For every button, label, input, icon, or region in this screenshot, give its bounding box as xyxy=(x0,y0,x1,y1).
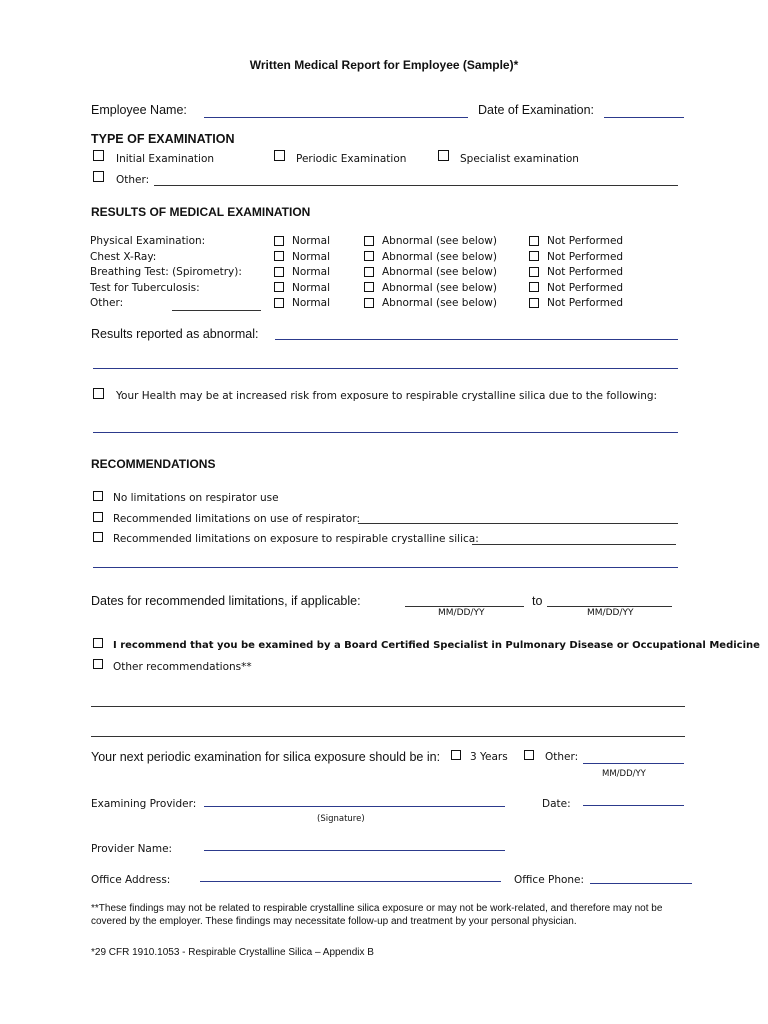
three-years-label: 3 Years xyxy=(470,751,508,763)
recommendations-field[interactable] xyxy=(93,567,678,568)
next-exam-other-checkbox[interactable] xyxy=(524,750,534,760)
office-address-label: Office Address: xyxy=(91,874,171,886)
provider-date-label: Date: xyxy=(542,798,571,810)
not-performed-label: Not Performed xyxy=(547,250,624,263)
limit-exposure-field[interactable] xyxy=(472,544,676,545)
date-from-field[interactable] xyxy=(405,606,524,607)
normal-checkbox[interactable] xyxy=(274,251,284,261)
abnormal-results-field[interactable] xyxy=(275,339,678,340)
health-risk-checkbox[interactable] xyxy=(93,388,104,399)
limit-respirator-checkbox[interactable] xyxy=(93,512,103,522)
normal-checkbox[interactable] xyxy=(274,267,284,277)
footnote-findings-line-2: covered by the employer. These findings may necessitate follow-up and treatment by your personal physician. xyxy=(91,916,577,927)
dates-label: Dates for recommended limitations, if applicable: xyxy=(91,594,361,608)
provider-name-label: Provider Name: xyxy=(91,843,173,855)
not-performed-label: Not Performed xyxy=(547,297,624,309)
abnormal-checkbox[interactable] xyxy=(364,236,374,246)
result-row-label: Chest X-Ray: xyxy=(90,250,157,263)
abnormal-label: Abnormal (see below) xyxy=(382,297,497,309)
office-phone-field[interactable] xyxy=(590,883,692,884)
normal-label: Normal xyxy=(292,281,330,294)
limit-exposure-checkbox[interactable] xyxy=(93,532,103,542)
date-to-field[interactable] xyxy=(547,606,672,607)
other-examination-checkbox[interactable] xyxy=(93,171,104,182)
periodic-examination-label: Periodic Examination xyxy=(296,153,407,165)
abnormal-checkbox[interactable] xyxy=(364,298,374,308)
normal-label: Normal xyxy=(292,266,330,278)
normal-checkbox[interactable] xyxy=(274,236,284,246)
results-heading: RESULTS OF MEDICAL EXAMINATION xyxy=(91,205,311,219)
abnormal-checkbox[interactable] xyxy=(364,282,374,292)
not-performed-label: Not Performed xyxy=(547,266,624,278)
examining-provider-label: Examining Provider: xyxy=(91,798,197,810)
office-phone-label: Office Phone: xyxy=(514,874,585,886)
limit-exposure-label: Recommended limitations on exposure to respirable crystalline silica: xyxy=(113,533,479,545)
next-exam-date-format: MM/DD/YY xyxy=(602,769,646,779)
not-performed-label: Not Performed xyxy=(547,281,624,294)
footnote-cfr: *29 CFR 1910.1053 - Respirable Crystalline Silica – Appendix B xyxy=(91,947,374,958)
date-of-examination-label: Date of Examination: xyxy=(478,103,595,117)
initial-examination-label: Initial Examination xyxy=(116,153,215,165)
abnormal-label: Abnormal (see below) xyxy=(382,235,497,247)
specialist-referral-label: I recommend that you be examined by a Board Certified Specialist in Pulmonary Disease or Occupational Medicine xyxy=(113,640,760,651)
date-from-format: MM/DD/YY xyxy=(438,608,485,618)
next-exam-label: Your next periodic examination for silica exposure should be in: xyxy=(91,750,441,764)
date-to-format: MM/DD/YY xyxy=(587,608,634,618)
health-risk-label: Your Health may be at increased risk from exposure to respirable crystalline silica due to the following: xyxy=(116,390,658,402)
date-of-examination-field[interactable] xyxy=(604,117,684,118)
abnormal-results-field-2[interactable] xyxy=(93,368,678,369)
next-exam-other-field[interactable] xyxy=(583,763,684,764)
not-performed-checkbox[interactable] xyxy=(529,267,539,277)
recommendations-heading: RECOMMENDATIONS xyxy=(91,457,216,471)
employee-name-field[interactable] xyxy=(204,117,468,118)
limit-respirator-field[interactable] xyxy=(358,523,678,524)
periodic-examination-checkbox[interactable] xyxy=(274,150,285,161)
results-other-field[interactable] xyxy=(172,310,261,311)
next-exam-other-label: Other: xyxy=(545,751,579,763)
other-examination-field[interactable] xyxy=(154,185,678,186)
not-performed-checkbox[interactable] xyxy=(529,298,539,308)
abnormal-label: Abnormal (see below) xyxy=(382,281,497,294)
abnormal-checkbox[interactable] xyxy=(364,251,374,261)
page-title: Written Medical Report for Employee (Sample)* xyxy=(249,58,519,72)
dates-to-label: to xyxy=(532,594,543,608)
office-address-field[interactable] xyxy=(200,881,501,882)
abnormal-label: Abnormal (see below) xyxy=(382,250,497,263)
limit-respirator-label: Recommended limitations on use of respirator: xyxy=(113,513,360,525)
initial-examination-checkbox[interactable] xyxy=(93,150,104,161)
not-performed-checkbox[interactable] xyxy=(529,236,539,246)
no-limitations-checkbox[interactable] xyxy=(93,491,103,501)
abnormal-checkbox[interactable] xyxy=(364,267,374,277)
normal-label: Normal xyxy=(292,297,330,309)
other-recommendations-label: Other recommendations** xyxy=(113,661,252,673)
normal-checkbox[interactable] xyxy=(274,298,284,308)
specialist-examination-checkbox[interactable] xyxy=(438,150,449,161)
three-years-checkbox[interactable] xyxy=(451,750,461,760)
other-recommendations-field[interactable] xyxy=(91,706,685,707)
other-recommendations-field-2[interactable] xyxy=(91,736,685,737)
normal-label: Normal xyxy=(292,250,330,263)
provider-name-field[interactable] xyxy=(204,850,505,851)
abnormal-label: Abnormal (see below) xyxy=(382,266,497,278)
type-of-examination-heading: TYPE OF EXAMINATION xyxy=(91,132,235,146)
result-row-label: Breathing Test: (Spirometry): xyxy=(90,266,242,278)
not-performed-checkbox[interactable] xyxy=(529,282,539,292)
result-row-label: Physical Examination: xyxy=(90,235,206,247)
specialist-referral-checkbox[interactable] xyxy=(93,638,103,648)
signature-caption: (Signature) xyxy=(317,814,365,824)
employee-name-label: Employee Name: xyxy=(91,103,187,117)
normal-label: Normal xyxy=(292,235,330,247)
health-risk-field[interactable] xyxy=(93,432,678,433)
result-row-label: Test for Tuberculosis: xyxy=(90,281,200,294)
result-row-label: Other: xyxy=(90,297,124,309)
not-performed-checkbox[interactable] xyxy=(529,251,539,261)
specialist-examination-label: Specialist examination xyxy=(460,153,579,165)
abnormal-results-label: Results reported as abnormal: xyxy=(91,327,259,341)
not-performed-label: Not Performed xyxy=(547,235,624,247)
footnote-findings-line-1: **These findings may not be related to respirable crystalline silica exposure or may not be work-related, and therefore may not be xyxy=(91,903,663,914)
other-recommendations-checkbox[interactable] xyxy=(93,659,103,669)
examining-provider-field[interactable] xyxy=(204,806,505,807)
normal-checkbox[interactable] xyxy=(274,282,284,292)
no-limitations-label: No limitations on respirator use xyxy=(113,492,279,504)
provider-date-field[interactable] xyxy=(583,805,684,806)
other-examination-label: Other: xyxy=(116,174,150,186)
